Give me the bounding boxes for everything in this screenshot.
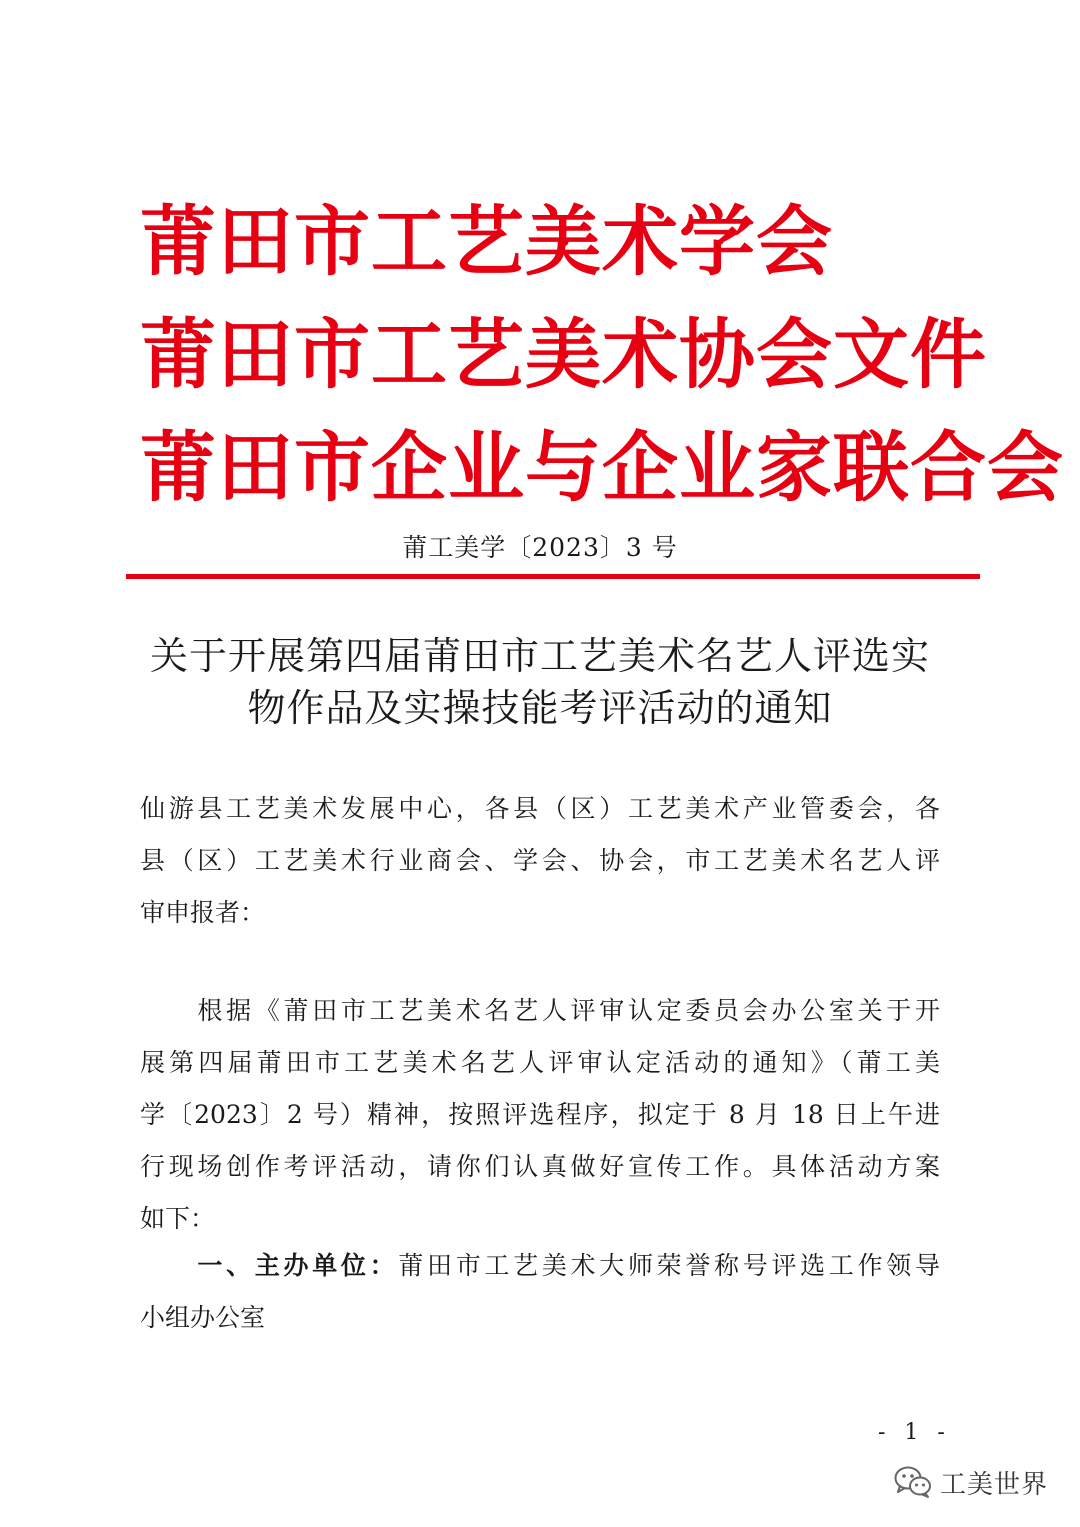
section1-text: 莆田市工艺美术大师荣誉称号评选工作领导 [398,1251,940,1280]
red-divider [126,574,980,579]
wechat-icon [894,1465,932,1499]
section1-label: 一、主办单位： [140,1251,399,1280]
addressee-line-1: 仙游县工艺美术发展中心，各县（区）工艺美术产业管委会，各 [140,794,940,823]
notice-title-line-1: 关于开展第四届莆田市工艺美术名艺人评选实 [149,634,930,678]
section1-line-1 [140,1248,940,1284]
notice-title-line-2: 物作品及实操技能考评活动的通知 [247,686,833,730]
paragraph1-line-5: 如下： [140,1204,216,1233]
section1-line-2: 小组办公室 [140,1303,266,1332]
watermark-text: 工美世界 [940,1469,1049,1500]
addressee-line-3: 审申报者： [140,898,266,927]
issuer-title-1: 莆田市工艺美术学会 [140,197,833,286]
page-number: - 1 - [878,1420,951,1445]
paragraph1-line-3: 学〔2023〕2 号）精神，按照评选程序，拟定于 8 月 18 日上午进 [140,1100,940,1129]
document-number: 莆工美学〔2023〕3 号 [402,533,678,562]
paragraph1-line-2: 展第四届莆田市工艺美术名艺人评审认定活动的通知》（莆工美 [140,1048,940,1077]
paragraph1-line-4: 行现场创作考评活动，请你们认真做好宣传工作。具体活动方案 [140,1152,940,1181]
issuer-title-3: 莆田市企业与企业家联合会 [140,423,1064,512]
account-watermark [894,1460,1048,1504]
addressee-line-2: 县（区）工艺美术行业商会、学会、协会，市工艺美术名艺人评 [140,846,940,875]
paragraph1-line-1: 根据《莆田市工艺美术名艺人评审认定委员会办公室关于开 [140,996,940,1025]
issuer-title-2: 莆田市工艺美术协会文件 [140,310,987,399]
